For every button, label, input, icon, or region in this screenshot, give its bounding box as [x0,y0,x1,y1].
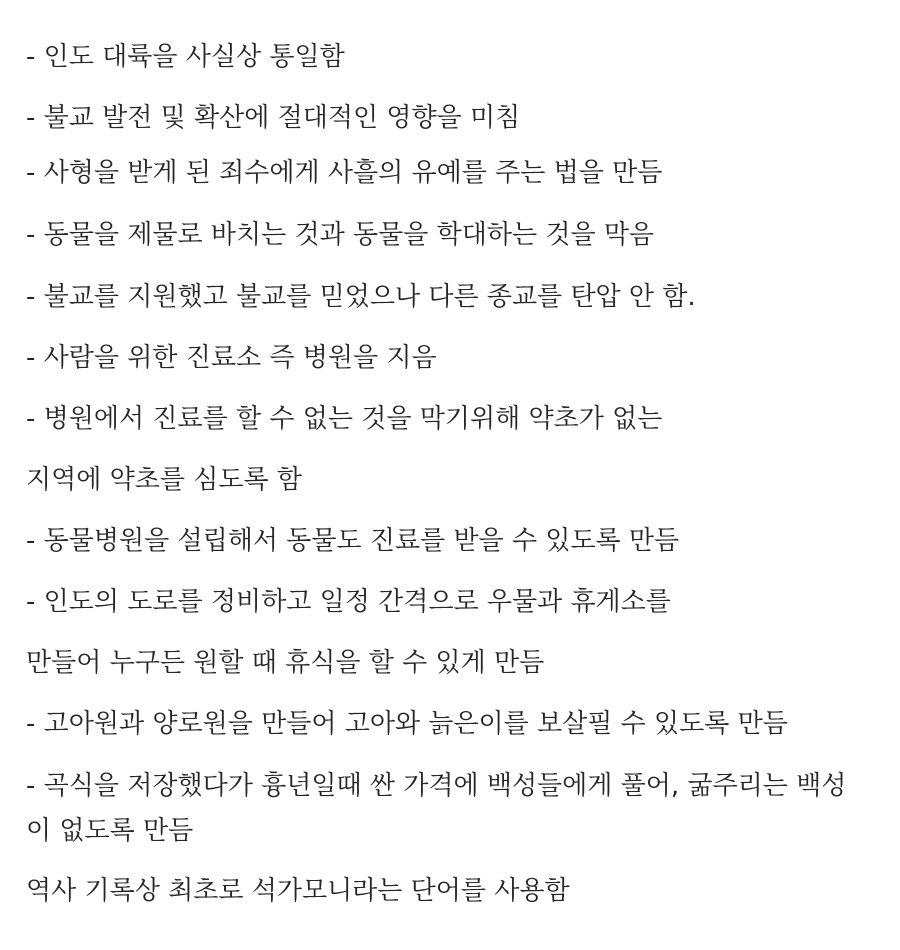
text-line: - 동물을 제물로 바치는 것과 동물을 학대하는 것을 막음 [26,220,655,250]
text-line: - 병원에서 진료를 할 수 없는 것을 막기위해 약초가 없는 [26,404,663,434]
text-line: - 인도 대륙을 사실상 통일함 [26,42,345,72]
text-line: 만들어 누구든 원할 때 휴식을 할 수 있게 만듬 [26,648,545,678]
text-line: 이 없도록 만듬 [26,816,194,846]
text-line: - 곡식을 저장했다가 흉년일때 싼 가격에 백성들에게 풀어, 굶주리는 백성 [26,771,847,801]
text-line: - 동물병원을 설립해서 동물도 진료를 받을 수 있도록 만듬 [26,526,680,556]
text-line: - 인도의 도로를 정비하고 일정 간격으로 우물과 휴게소를 [26,587,671,617]
text-line: 지역에 약초를 심도록 함 [26,465,302,495]
text-line: - 불교를 지원했고 불교를 믿었으나 다른 종교를 탄압 안 함. [26,282,696,312]
text-line: - 사람을 위한 진료소 즉 병원을 지음 [26,343,437,373]
text-line: - 불교 발전 및 확산에 절대적인 영향을 미침 [26,103,521,133]
text-line: - 사형을 받게 된 죄수에게 사흘의 유예를 주는 법을 만듬 [26,158,663,188]
text-line: 역사 기록상 최초로 석가모니라는 단어를 사용함 [26,876,570,906]
text-line: - 고아원과 양로원을 만들어 고아와 늙은이를 보살필 수 있도록 만듬 [26,709,788,739]
